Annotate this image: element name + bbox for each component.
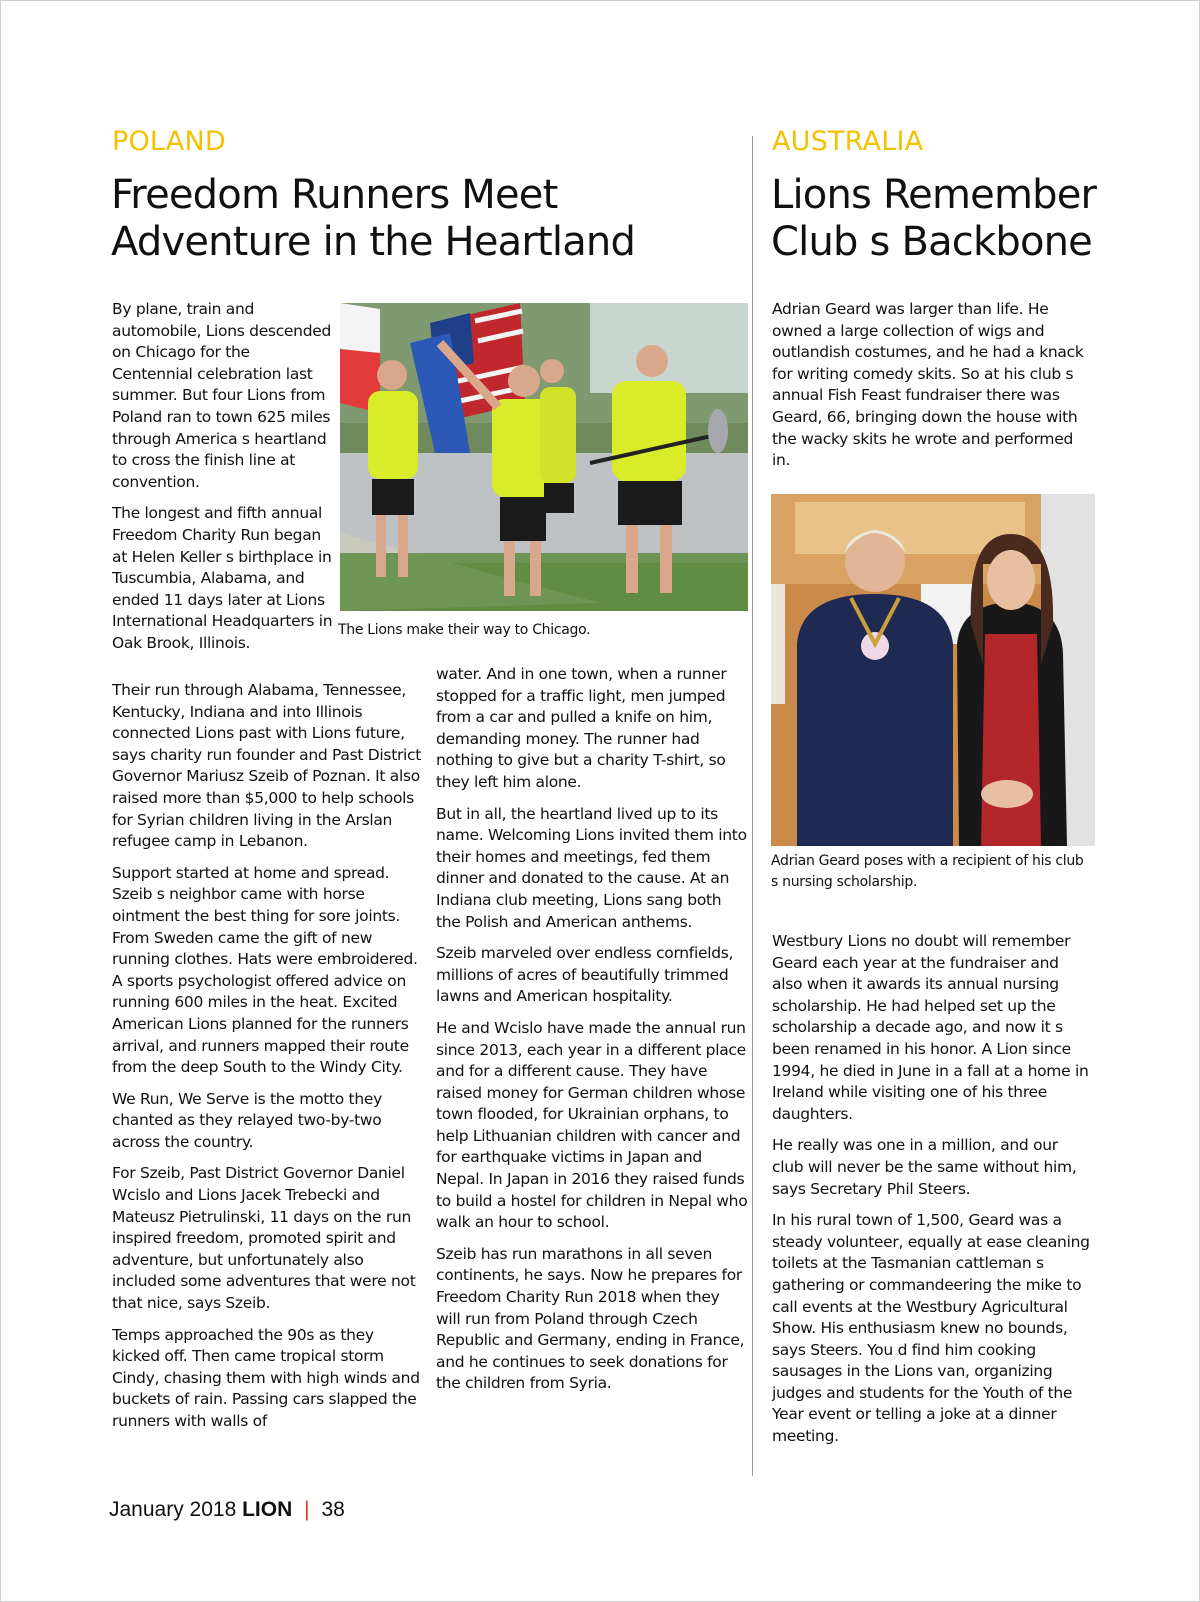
geard-photo (771, 494, 1095, 846)
paragraph: Szeib marveled over endless cornfields, millions of acres of beautifully trimmed lawns and American hospitality. (436, 944, 734, 1006)
paragraph: By plane, train and automobile, Lions descended on Chicago for the Centennial celebration last summer. But four Lions from Poland ran to town 625 miles through America s heartland to cross the finish line at convention. (112, 300, 332, 491)
geard-photo-illustration (771, 494, 1095, 846)
paragraph: Westbury Lions no doubt will remember Geard each year at the fundraiser and also when it awards its annual nursing scholarship. He had helped set up the scholarship a decade ago, and now it s been renamed in his honor. A Lion since 1994, he died in June in a fall at a home in Ireland while visiting one of his three daughters. (772, 932, 1089, 1123)
right-intro (772, 299, 1092, 482)
right-kicker: AUSTRALIA (772, 126, 924, 157)
footer-month: January 2018 (109, 1498, 237, 1521)
runners-photo-caption: The Lions make their way to Chicago. (338, 622, 591, 638)
right-headline: Lions Remember Club s Backbone (771, 172, 1097, 265)
right-column-text (772, 931, 1092, 1458)
paragraph: For Szeib, Past District Governor Daniel Wcislo and Lions Jacek Trebecki and Mateusz Pietrulinski, 11 days on the run inspired freedom, promoted spirit and adventure, but unfortunately also included some adventures that were not that nice, says Szeib. (112, 1164, 416, 1313)
geard-photo-caption: Adrian Geard poses with a recipient of his club s nursing scholarship. (771, 853, 1084, 890)
left-column-text (112, 680, 424, 1443)
left-intro-wrap (112, 299, 334, 665)
paragraph: Adrian Geard was larger than life. He owned a large collection of wigs and outlandish costumes, and he had a knack for writing comedy skits. So at his club s annual Fish Feast fundraiser there was Geard, 66, bringing down the house with the wacky skits he wrote and performed in. (772, 300, 1084, 470)
middle-column-text (436, 664, 748, 1405)
paragraph: He and Wcislo have made the annual run since 2013, each year in a different place and for a different cause. They have raised money for German children whose town flooded, for Ukrainian orphans, to help Lithuanian children with cancer and for earthquake victims in Japan and Nepal. In Japan in 2016 they raised funds to build a hostel for children in Nepal who walk an hour to school. (436, 1018, 748, 1232)
footer-magazine: LION (242, 1498, 293, 1521)
footer-separator: | (304, 1498, 310, 1521)
paragraph: We Run, We Serve is the motto they chanted as they relayed two-by-two across the country. (112, 1089, 382, 1151)
left-headline: Freedom Runners Meet Adventure in the Heartland (111, 172, 636, 265)
paragraph: Their run through Alabama, Tennessee, Kentucky, Indiana and into Illinois connected Lions past with Lions future, says charity run founder and Past District Governor Mariusz Szeib of Poznan. It also raised more than $5,000 to help schools for Syrian children living in the Arslan refugee camp in Lebanon. (112, 681, 422, 851)
runners-photo (340, 303, 748, 611)
runners-photo-illustration (340, 303, 748, 611)
paragraph: In his rural town of 1,500, Geard was a steady volunteer, equally at ease cleaning toilets at the Tasmanian cattleman s gathering or commandeering the mike to call events at the Westbury Agricultural Show. His enthusiasm knew no bounds, says Steers. You d find him cooking sausages in the Lions van, organizing judges and students for the Youth of the Year event or telling a joke at a dinner meeting. (772, 1211, 1090, 1446)
paragraph: Szeib has run marathons in all seven continents, he says. Now he prepares for Freedom Charity Run 2018 when they will run from Poland through Czech Republic and Germany, ending in France, and he continues to seek donations for the children from Syria. (436, 1244, 745, 1393)
footer (109, 1498, 345, 1522)
paragraph: But in all, the heartland lived up to its name. Welcoming Lions invited them into their homes and meetings, fed them dinner and donated to the cause. At an Indiana club meeting, Lions sang both the Polish and American anthems. (436, 804, 747, 931)
paragraph: water. And in one town, when a runner stopped for a traffic light, men jumped from a car and pulled a knife on him, demanding money. The runner had nothing to give but a charity T-shirt, so they left him alone. (436, 665, 727, 791)
footer-page-number: 38 (321, 1498, 345, 1521)
paragraph: He really was one in a million, and our club will never be the same without him, says Secretary Phil Steers. (772, 1136, 1077, 1198)
column-rule (752, 136, 753, 1476)
paragraph: Temps approached the 90s as they kicked off. Then came tropical storm Cindy, chasing them with high winds and buckets of rain. Passing cars slapped the runners with walls of (112, 1325, 420, 1430)
left-kicker: POLAND (112, 126, 226, 157)
paragraph: The longest and fifth annual Freedom Charity Run began at Helen Keller s birthplace in Tuscumbia, Alabama, and ended 11 days later at Lions International Headquarters in Oak Brook, Illinois. (112, 504, 333, 652)
paragraph: Support started at home and spread. Szeib s neighbor came with horse ointment the best thing for sore joints. From Sweden came the gift of new running clothes. Hats were embroidered. A sports psychologist offered advice on running 600 miles in the heat. Excited American Lions planned for the runners arrival, and runners mapped their route from the deep South to the Windy City. (112, 863, 418, 1077)
